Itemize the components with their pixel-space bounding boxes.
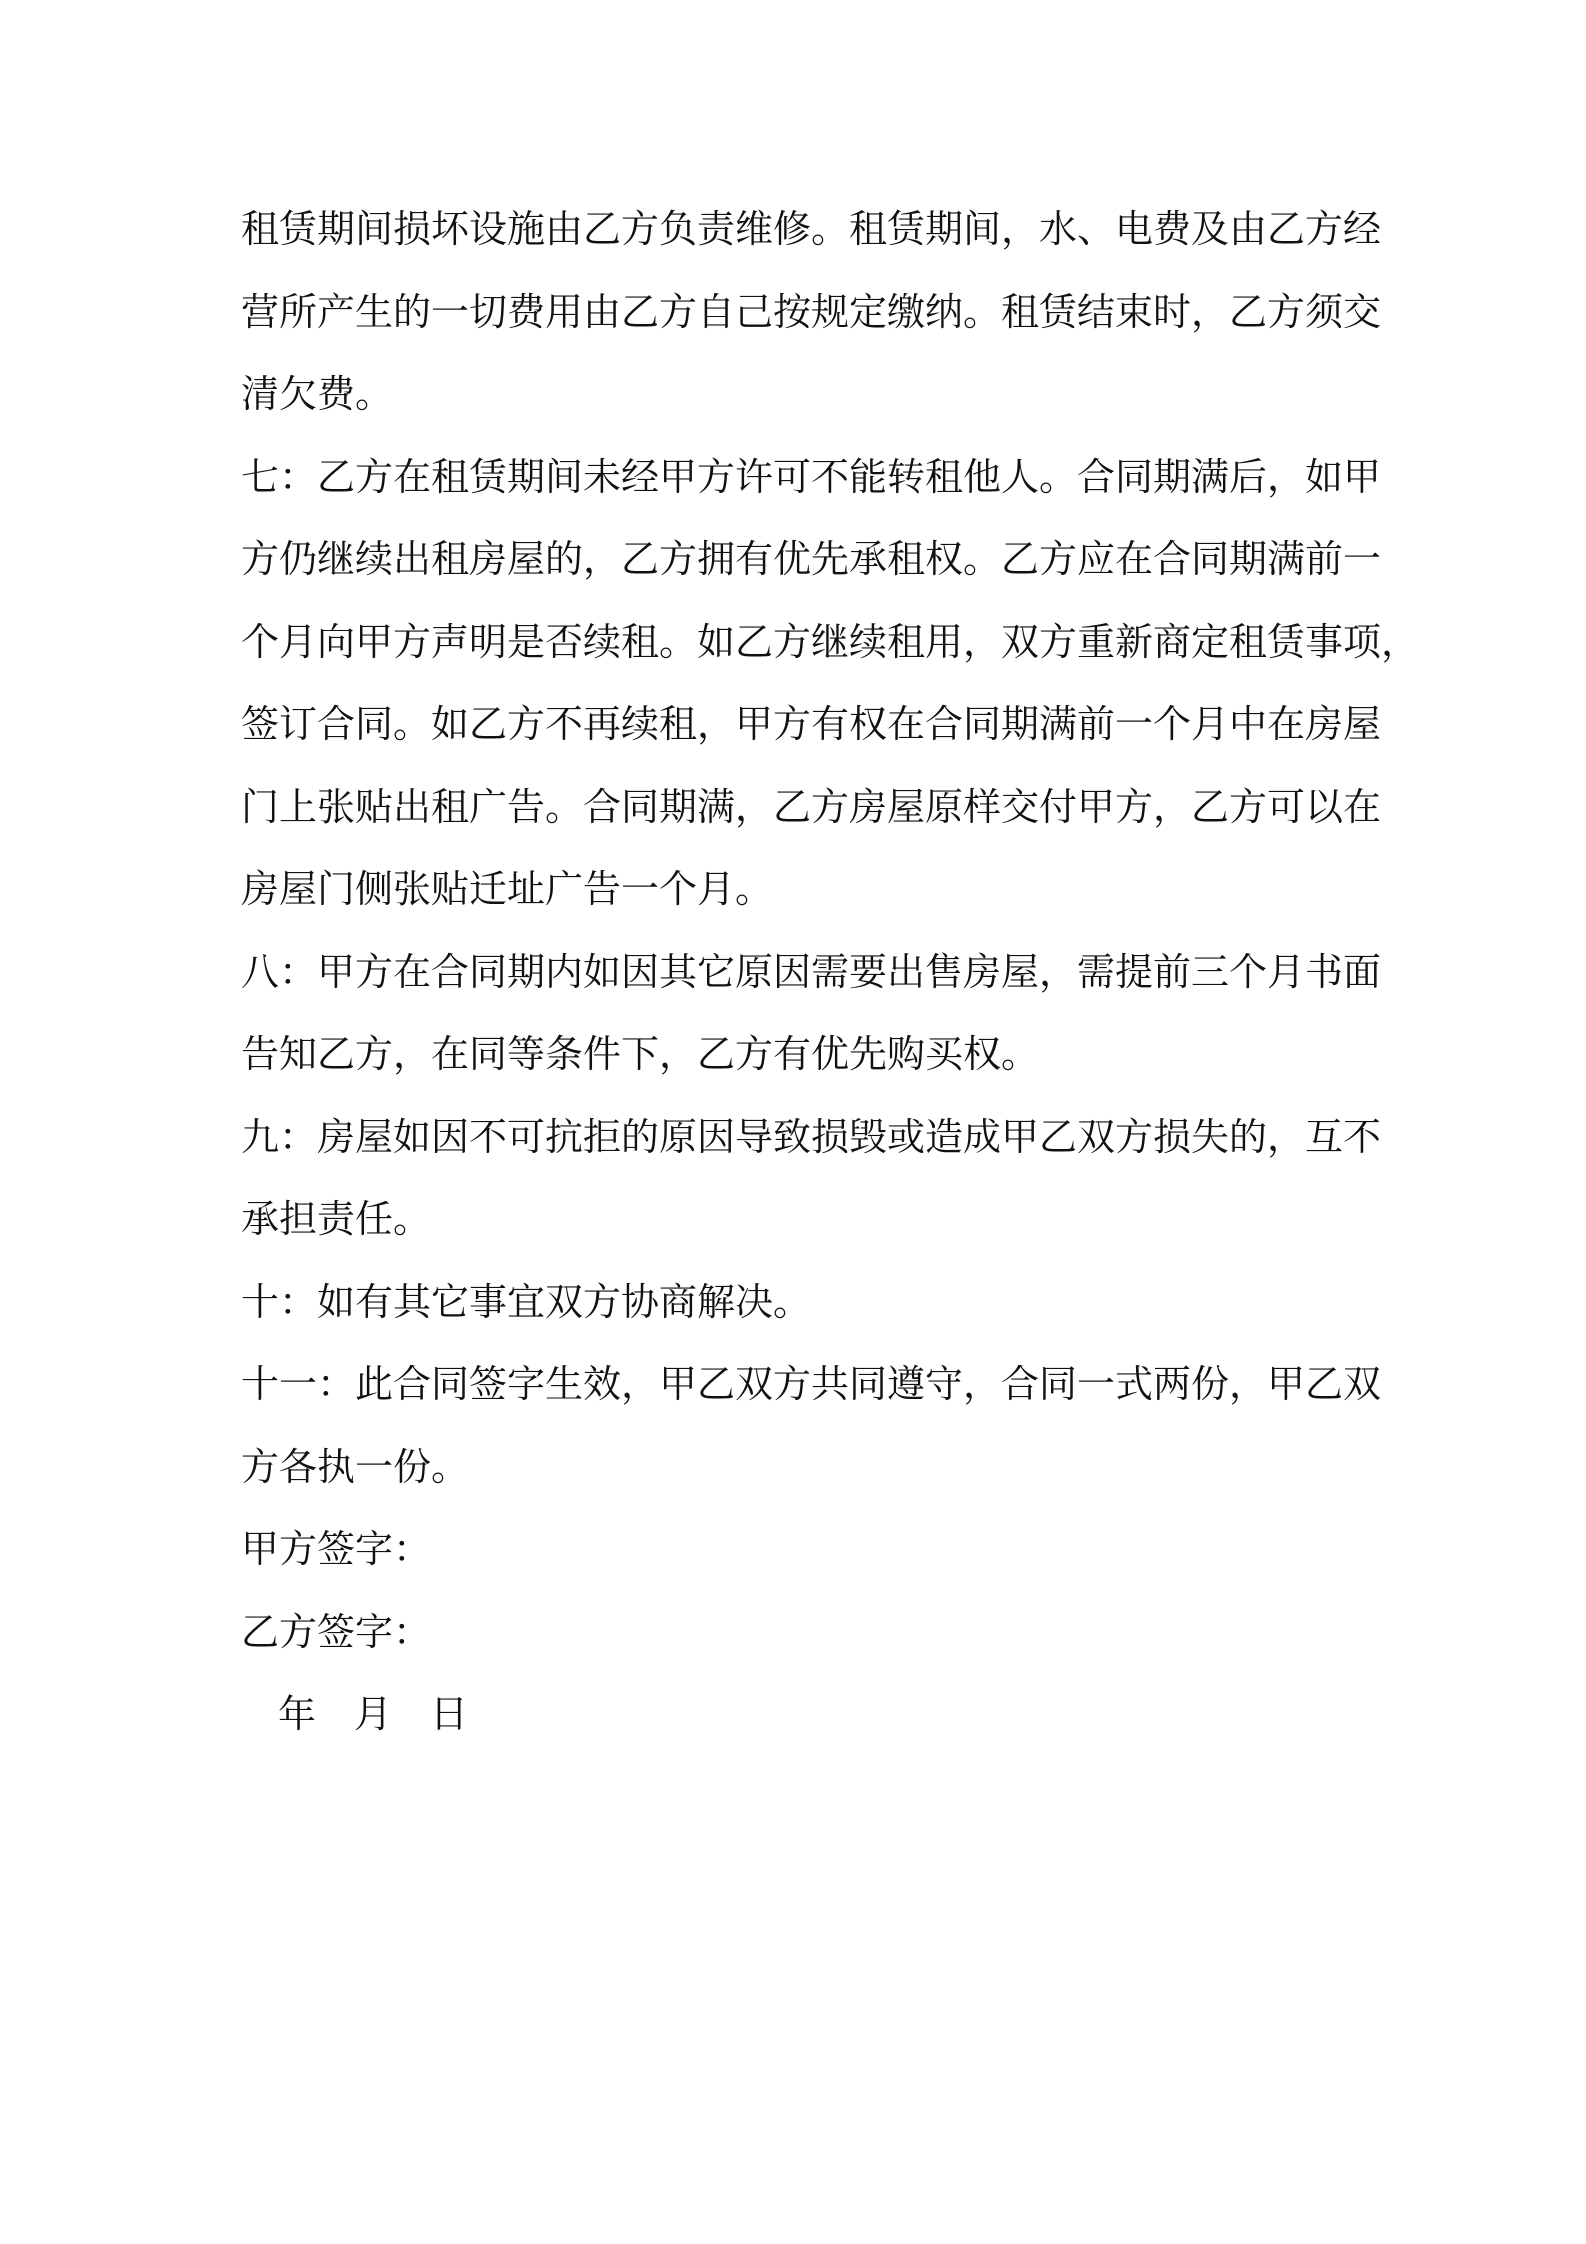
clause-7-line-2: 方仍继续出租房屋的，乙方拥有优先承租权。乙方应在合同期满前一: [241, 537, 1382, 581]
clause-9-line-1: 九：房屋如因不可抗拒的原因导致损毁或造成甲乙双方损失的，互不: [241, 1115, 1382, 1159]
clause-11-line-1: 十一：此合同签字生效，甲乙双方共同遵守，合同一式两份，甲乙双: [241, 1362, 1382, 1406]
signature-date: 年 月 日: [278, 1692, 469, 1736]
clause-10-line-1: 十：如有其它事宜双方协商解决。: [241, 1280, 812, 1324]
party-b-signature-label: 乙方签字：: [241, 1610, 432, 1654]
clause-6-line-1: 租赁期间损坏设施由乙方负责维修。租赁期间，水、电费及由乙方经: [241, 207, 1382, 251]
clause-8-line-2: 告知乙方，在同等条件下，乙方有优先购买权。: [241, 1032, 1040, 1076]
clause-6-line-2: 营所产生的一切费用由乙方自己按规定缴纳。租赁结束时，乙方须交: [241, 290, 1382, 334]
clause-9-line-2: 承担责任。: [241, 1197, 432, 1241]
clause-7-line-5: 门上张贴出租广告。合同期满，乙方房屋原样交付甲方，乙方可以在: [241, 785, 1382, 829]
clause-7-line-1: 七：乙方在租赁期间未经甲方许可不能转租他人。合同期满后，如甲: [241, 455, 1382, 499]
clause-8-line-1: 八：甲方在合同期内如因其它原因需要出售房屋，需提前三个月书面: [241, 950, 1382, 994]
clause-7-line-3: 个月向甲方声明是否续租。如乙方继续租用，双方重新商定租赁事项，: [241, 620, 1420, 664]
clause-7-line-6: 房屋门侧张贴迁址广告一个月。: [241, 867, 774, 911]
clause-11-line-2: 方各执一份。: [241, 1445, 470, 1489]
clause-7-line-4: 签订合同。如乙方不再续租，甲方有权在合同期满前一个月中在房屋: [241, 702, 1382, 746]
party-a-signature-label: 甲方签字：: [241, 1527, 432, 1571]
clause-6-line-3: 清欠费。: [241, 372, 394, 416]
